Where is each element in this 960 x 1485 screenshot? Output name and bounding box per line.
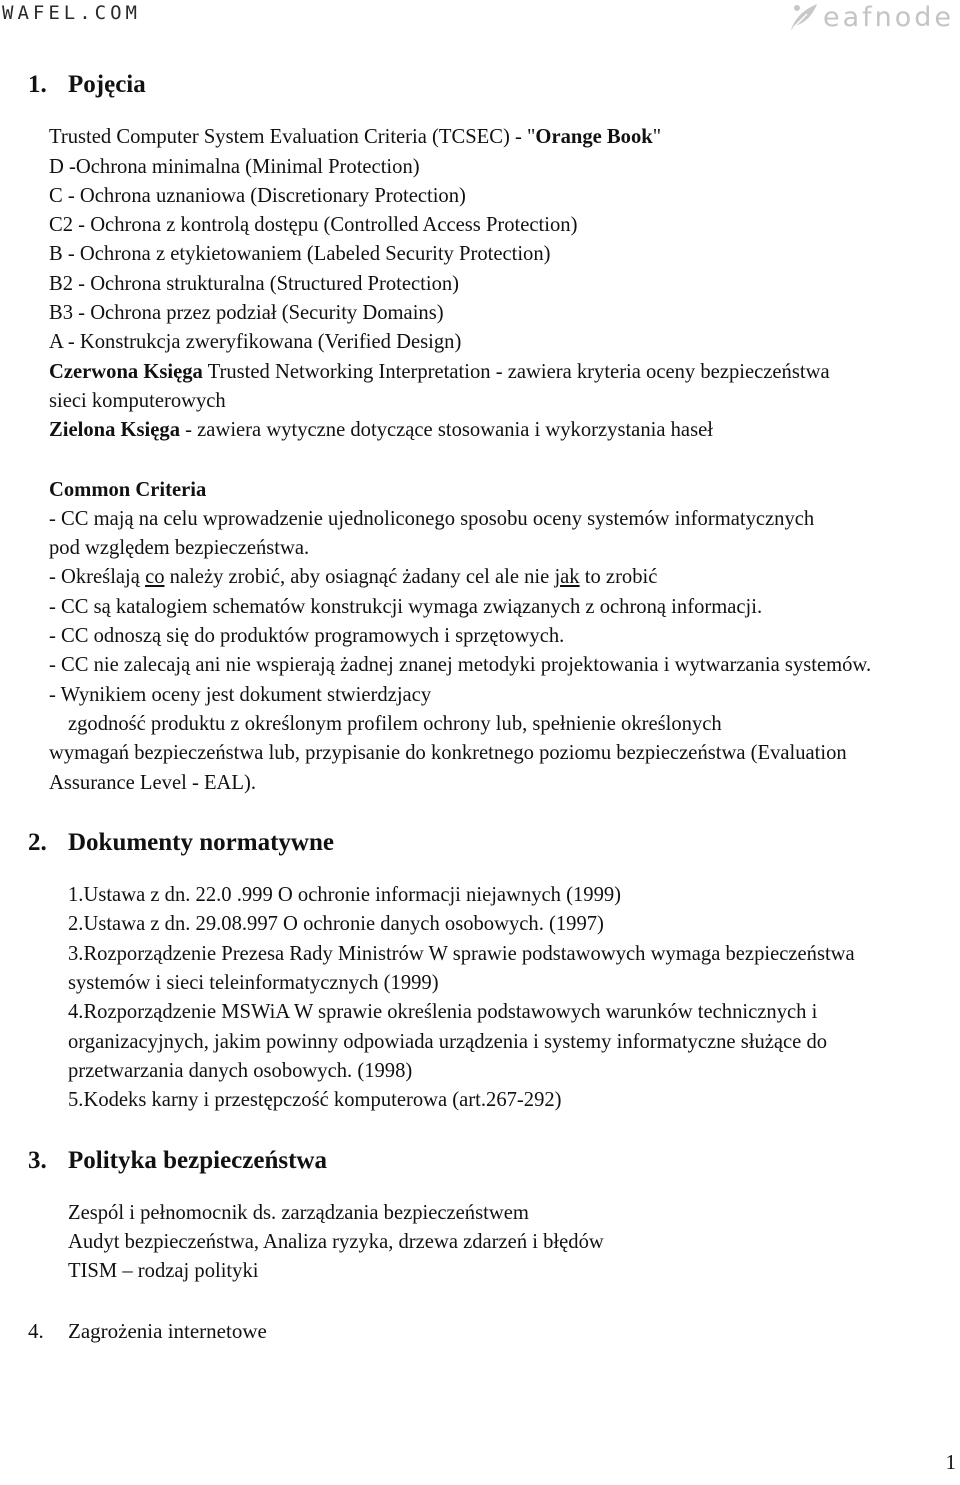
page-number: 1	[945, 1450, 956, 1474]
level-c2: C2 - Ochrona z kontrolą dostępu (Controlled Access Protection)	[49, 214, 578, 237]
level-a: A - Konstrukcja zweryfikowana (Verified Design)	[49, 331, 462, 354]
document-body	[28, 70, 959, 1346]
section-3-number: 3.	[28, 1146, 47, 1174]
cc-how-underline: jak	[554, 566, 580, 589]
section-1-heading	[28, 70, 959, 99]
green-book-label: Zielona Księga	[49, 419, 181, 442]
watermark-right-text: eafnode	[822, 1, 954, 33]
level-b2: B2 - Ochrona strukturalna (Structured Protection)	[49, 272, 460, 295]
green-book-paragraph	[49, 416, 959, 445]
cc-what-3: to zrobić	[579, 566, 658, 589]
tcsec-suffix: "	[652, 126, 662, 149]
section-2-title: Dokumenty normatywne	[68, 828, 334, 856]
list-item: Zespól i pełnomocnik ds. zarządzania bezpieczeństwem	[68, 1201, 529, 1224]
section-4-heading	[28, 1317, 959, 1346]
section-1-number: 1.	[28, 71, 47, 98]
cc-catalog: - CC są katalogiem schematów konstrukcji wymaga związanych z ochroną informacji.	[49, 595, 763, 618]
common-criteria-title: Common Criteria	[49, 478, 207, 501]
red-book-paragraph	[49, 358, 859, 417]
list-item: 1.Ustawa z dn. 22.0 .999 O ochronie informacji niejawnych (1999)	[68, 884, 622, 907]
policy-list	[49, 1199, 959, 1287]
green-book-text: - zawiera wytyczne dotyczące stosowania i wykorzystania haseł	[180, 419, 713, 442]
red-book-label: Czerwona Księga	[49, 360, 203, 383]
tcsec-prefix: Trusted Computer System Evaluation Criteria (TCSEC) - "	[49, 126, 536, 149]
leaf-bird-icon	[787, 0, 821, 34]
list-item: 2.Ustawa z dn. 29.08.997 O ochronie danych osobowych. (1997)	[68, 913, 604, 936]
list-item: 5.Kodeks karny i przestępczość komputerowa (art.267-292)	[68, 1089, 562, 1112]
watermark-right	[787, 0, 954, 34]
cc-what-1: - Określają	[49, 566, 146, 589]
cc-result: - Wynikiem oceny jest dokument stwierdzjacy	[49, 683, 432, 706]
section-2-number: 2.	[28, 828, 47, 856]
section-3-heading	[28, 1146, 959, 1175]
list-item: 3.Rozporządzenie Prezesa Rady Ministrów W sprawie podstawowych wymaga bezpieczeństwa systemów i sieci teleinformatycznych (1999)	[68, 942, 855, 995]
list-item: 4.Rozporządzenie MSWiA W sprawie określenia podstawowych warunków technicznych i organizacyjnych, jakim powinny odpowiada urządzenia i systemy informatyczne służące do przetwarzania danych osobowych. (1998)	[68, 1001, 828, 1082]
orange-book: Orange Book	[535, 126, 653, 149]
cc-what-underline: co	[145, 566, 165, 589]
level-c: C - Ochrona uznaniowa (Discretionary Protection)	[49, 184, 466, 207]
list-item: Audyt bezpieczeństwa, Analiza ryzyka, drzewa zdarzeń i błędów	[68, 1231, 604, 1254]
cc-conformity: zgodność produktu z określonym profilem ochrony lub, spełnienie określonych	[68, 712, 722, 735]
level-b3: B3 - Ochrona przez podział (Security Domains)	[49, 302, 444, 325]
list-item: TISM – rodzaj polityki	[68, 1260, 259, 1283]
cc-products: - CC odnoszą się do produktów programowych i sprzętowych.	[49, 625, 565, 648]
cc-requirements: wymagań bezpieczeństwa lub, przypisanie do konkretnego poziomu bezpieczeństwa (Evaluation Assurance Level - EAL).	[49, 742, 847, 794]
cc-goal: - CC mają na celu wprowadzenie ujednoliconego sposobu oceny systemów informatycznych pod względem bezpieczeństwa.	[49, 507, 815, 560]
section-1-title: Pojęcia	[68, 71, 146, 98]
level-d: D -Ochrona minimalna (Minimal Protection)	[49, 155, 420, 178]
watermark-left: WAFEL.COM	[2, 2, 141, 24]
red-book-text: Trusted Networking Interpretation - zawiera kryteria oceny bezpieczeństwa sieci komputerowych	[49, 360, 830, 412]
section-3-title: Polityka bezpieczeństwa	[68, 1146, 327, 1174]
tcsec-line	[49, 123, 959, 152]
normative-docs-list	[49, 881, 959, 1115]
section-4-number: 4.	[28, 1318, 44, 1343]
level-b: B - Ochrona z etykietowaniem (Labeled Security Protection)	[49, 243, 551, 266]
section-2-heading	[28, 828, 959, 857]
cc-what-not-how	[49, 563, 959, 592]
cc-what-2: należy zrobić, aby osiagnąć żadany cel ale nie	[164, 566, 555, 589]
cc-methodology: - CC nie zalecają ani nie wspierają żadnej znanej metodyki projektowania i wytwarzania systemów.	[49, 654, 872, 677]
section-4-title: Zagrożenia internetowe	[68, 1318, 267, 1343]
